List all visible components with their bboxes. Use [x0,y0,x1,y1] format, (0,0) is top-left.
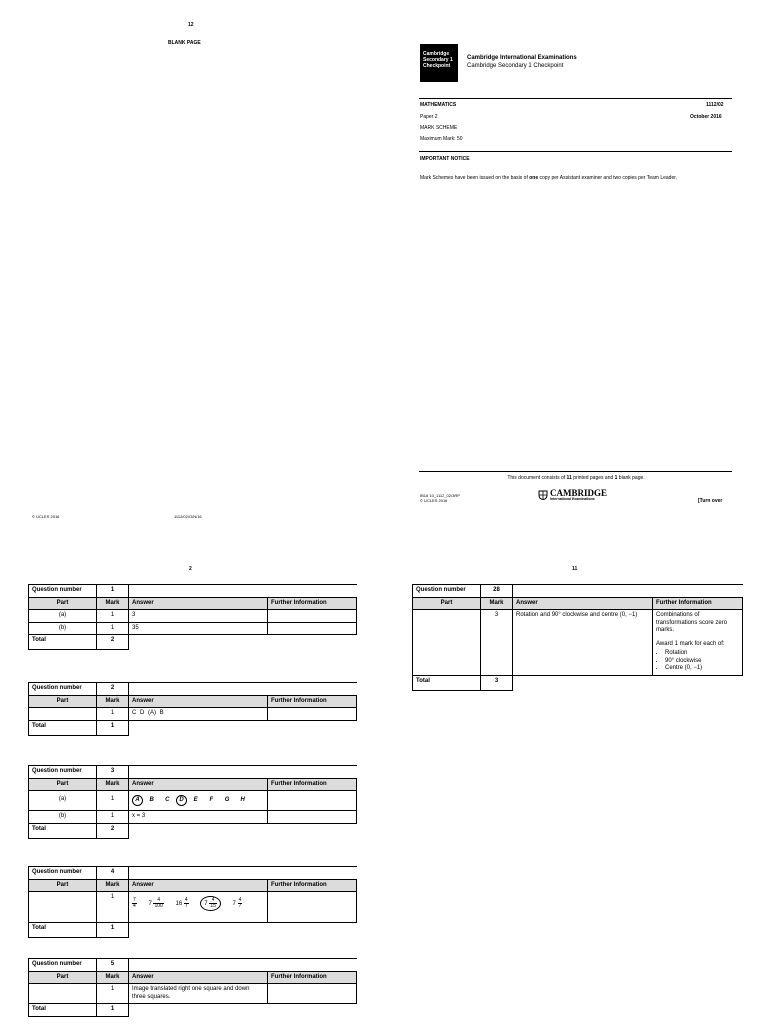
page-2-number: 2 [189,566,192,572]
list-item: • 90° clockwise [665,658,739,666]
table-row: (a) 1 3 [29,610,357,623]
circled-letter: A [132,795,143,806]
blank-page-label: BLANK PAGE [168,40,201,46]
total-mark: 3 [481,675,513,690]
fraction-option: 7 $\frac{4}{7}$ [232,897,242,909]
total-mark: 2 [97,823,129,838]
total-mark: 2 [97,635,129,650]
table-row: 1 C D (A) B [29,708,357,721]
org-name: Cambridge International Examinations [467,55,577,61]
table-row: (a) 1 A B C D E F G H [29,791,357,811]
page-11-number: 11 [572,566,578,572]
question-number: 3 [97,766,129,779]
q28-table: Question number 28 Part Mark Answer Further Information 3 Rotation and 90° clockwise and centre (0, −1) Combinations of transformations score zero marks. Award 1 mark for each of: • Rotation • 90° clockwise • Centre (0, −1) Total 3 [412,584,743,691]
cambridge-wordmark: CAMBRIDGE International Examinations [538,489,607,502]
page-12-copyright: © UCLES 2016 [32,514,60,519]
cambridge-checkpoint-logo: Cambridge Secondary 1 Checkpoint [420,44,458,82]
table-row: (b) 1 35 [29,622,357,635]
q2-table: Question number 2 Part Mark Answer Further Information 1 C D (A) B Total 1 [28,682,357,736]
award-list [656,650,739,673]
notice-title: IMPORTANT NOTICE [420,156,470,162]
fraction-option-circled: 7 $\frac{4}{15}$ [200,896,221,911]
q4-table: Question number 4 Part Mark Answer Further Information 1 $\frac{7}{4}$ 7 $\frac{4}{100}$ 16 $\frac{4}{7}$ 7 $\frac{4}{15}$ 7 $\frac{4}{7}$ Total 1 [28,866,357,938]
rule-notice [419,151,732,152]
list-item: • Centre (0, −1) [665,665,739,673]
total-mark: 1 [97,720,129,735]
rule-footer [419,471,732,472]
question-number: 4 [97,867,129,880]
session: October 2016 [690,114,722,120]
fraction-option: 16 $\frac{4}{7}$ [175,897,188,909]
document-pages-note: This document consists of 11 printed pages and 1 blank page. [507,475,645,481]
crest-icon [538,490,548,500]
max-mark: Maximum Mark: 50 [420,136,463,142]
total-mark: 1 [97,923,129,938]
paper-code: 1112/02 [706,102,724,108]
table-row: 1 Image translated right one square and down three squares. [29,984,357,1004]
fraction-option: $\frac{7}{4}$ [133,897,136,909]
question-number: 1 [97,585,129,598]
q1-table: Question number 1 Part Mark Answer Further Information (a) 1 3 (b) 1 35 Total 2 [28,584,357,650]
program-name: Cambridge Secondary 1 Checkpoint [467,63,564,69]
subject: MATHEMATICS [420,102,457,108]
question-number: 5 [97,959,129,972]
list-item: • Rotation [665,650,739,658]
table-row: (b) 1 x = 3 [29,811,357,824]
question-number-label: Question number [29,585,97,598]
fraction-option: 7 $\frac{4}{100}$ [148,897,163,909]
q3-table: Question number 3 Part Mark Answer Further Information (a) 1 A B C D E F G H (b) 1 x = 3 Total 2 [28,765,357,839]
notice-text: Mark Schemes have been issued on the basis of one copy per Assistant examiner and two copies per Team Leader. [420,175,677,181]
total-mark: 1 [97,1004,129,1017]
question-number: 28 [481,585,513,598]
paper-number: Paper 2 [420,114,438,120]
table-row: 1 $\frac{7}{4}$ 7 $\frac{4}{100}$ 16 $\frac{4}{7}$ 7 $\frac{4}{15}$ 7 $\frac{4}{7}$ [29,892,357,923]
reference: IB16 10_1112_02/3RP © UCLES 2016 [420,493,460,504]
question-number: 2 [97,683,129,696]
circled-letter: D [176,795,187,806]
q5-table: Question number 5 Part Mark Answer Further Information 1 Image translated right one square and down three squares. Total 1 [28,958,357,1017]
page-12-number: 12 [188,22,194,28]
rule-top [419,98,732,99]
table-row: 3 Rotation and 90° clockwise and centre (0, −1) Combinations of transformations score zero marks. Award 1 mark for each of: • Rotation • 90° clockwise • Centre (0, −1) [413,610,743,676]
turn-over: [Turn over [698,498,723,504]
document-type: MARK SCHEME [420,125,458,131]
page-12-code: 1112/02/O/N/16 [174,514,202,519]
